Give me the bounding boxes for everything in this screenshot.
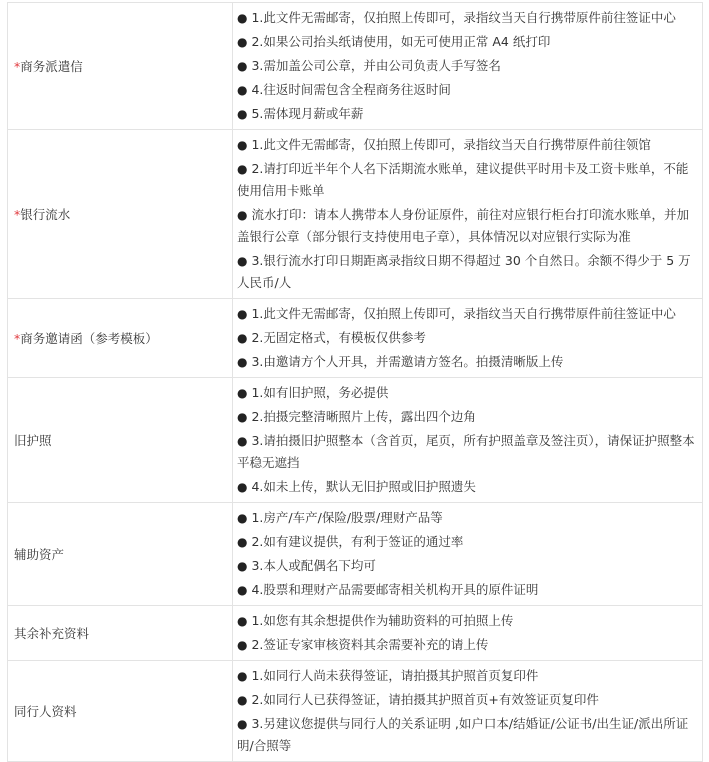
row-label-bank-statement <box>8 130 233 299</box>
table-row <box>8 503 703 606</box>
row-content <box>233 3 703 130</box>
table-row <box>8 661 703 762</box>
bullet-icon: ● <box>237 162 248 176</box>
row-content <box>233 299 703 378</box>
row-content <box>233 661 703 762</box>
table-row <box>8 130 703 299</box>
instruction-list <box>237 506 698 602</box>
list-item: ● 3.银行流水打印日期距离录指纹日期不得超过 30 个自然日。余额不得少于 5 万人民币/人 <box>237 253 691 290</box>
instruction-list <box>237 133 698 295</box>
row-content <box>233 606 703 661</box>
row-label-companion-documents <box>8 661 233 762</box>
required-mark: * <box>14 59 21 74</box>
list-item: ● 1.如同行人尚未获得签证，请拍摄其护照首页复印件 <box>237 668 539 683</box>
bullet-icon: ● <box>237 410 248 424</box>
required-mark: * <box>14 331 21 346</box>
list-item: ● 流水打印：请本人携带本人身份证原件，前往对应银行柜台打印流水账单，并加盖银行公章（部分银行支持使用电子章），具体情况以对应银行实际为准 <box>237 207 689 244</box>
bullet-icon: ● <box>237 83 248 97</box>
list-item: ● 1.此文件无需邮寄，仅拍照上传即可，录指纹当天自行携带原件前往签证中心 <box>237 306 676 321</box>
row-content <box>233 503 703 606</box>
list-item: ● 2.如有建议提供，有利于签证的通过率 <box>237 534 464 549</box>
instruction-list <box>237 609 698 657</box>
table-row <box>8 299 703 378</box>
list-item: ● 2.拍摄完整清晰照片上传，露出四个边角 <box>237 409 476 424</box>
bullet-icon: ● <box>237 35 248 49</box>
bullet-icon: ● <box>237 11 248 25</box>
list-item: ● 1.此文件无需邮寄，仅拍照上传即可，录指纹当天自行携带原件前往领馆 <box>237 137 651 152</box>
row-label-other-supplements <box>8 606 233 661</box>
list-item: ● 3.本人或配偶名下均可 <box>237 558 376 573</box>
bullet-icon: ● <box>237 669 248 683</box>
bullet-icon: ● <box>237 138 248 152</box>
required-mark: * <box>14 207 21 222</box>
bullet-icon: ● <box>237 208 248 222</box>
document-requirements <box>7 2 703 762</box>
bullet-icon: ● <box>237 717 248 731</box>
instruction-list <box>237 302 698 374</box>
list-item: ● 3.需加盖公司公章，并由公司负责人手写签名 <box>237 58 501 73</box>
table-row <box>8 378 703 503</box>
bullet-icon: ● <box>237 583 248 597</box>
bullet-icon: ● <box>237 535 248 549</box>
row-label-text: 旧护照 <box>14 433 52 448</box>
bullet-icon: ● <box>237 559 248 573</box>
row-label-business-dispatch-letter <box>8 3 233 130</box>
row-label-supporting-assets <box>8 503 233 606</box>
list-item: ● 5.需体现月薪或年薪 <box>237 106 364 121</box>
bullet-icon: ● <box>237 480 248 494</box>
row-content <box>233 130 703 299</box>
list-item: ● 1.如您有其余想提供作为辅助资料的可拍照上传 <box>237 613 514 628</box>
bullet-icon: ● <box>237 434 248 448</box>
bullet-icon: ● <box>237 307 248 321</box>
list-item: ● 2.如同行人已获得签证，请拍摄其护照首页+有效签证页复印件 <box>237 692 599 707</box>
row-label-business-invitation <box>8 299 233 378</box>
row-content <box>233 378 703 503</box>
bullet-icon: ● <box>237 638 248 652</box>
row-label-text: 商务派遣信 <box>20 59 83 74</box>
list-item: ● 4.如未上传，默认无旧护照或旧护照遗失 <box>237 479 476 494</box>
bullet-icon: ● <box>237 355 248 369</box>
row-label-text: 银行流水 <box>20 207 71 222</box>
list-item: ● 1.房产/车产/保险/股票/理财产品等 <box>237 510 443 525</box>
list-item: ● 4.往返时间需包含全程商务往返时间 <box>237 82 451 97</box>
row-label-text: 辅助资产 <box>14 547 65 562</box>
table-row <box>8 3 703 130</box>
row-label-text: 同行人资料 <box>14 704 77 719</box>
list-item: ● 1.此文件无需邮寄，仅拍照上传即可，录指纹当天自行携带原件前往签证中心 <box>237 10 676 25</box>
bullet-icon: ● <box>237 614 248 628</box>
list-item: ● 3.另建议您提供与同行人的关系证明 ,如户口本/结婚证/公证书/出生证/派出所证明/合照等 <box>237 716 689 753</box>
bullet-icon: ● <box>237 107 248 121</box>
instruction-list <box>237 381 698 499</box>
bullet-icon: ● <box>237 693 248 707</box>
bullet-icon: ● <box>237 386 248 400</box>
row-label-text: 商务邀请函（参考模板） <box>20 331 158 346</box>
bullet-icon: ● <box>237 511 248 525</box>
instruction-list <box>237 664 698 758</box>
list-item: ● 2.请打印近半年个人名下活期流水账单，建议提供平时用卡及工资卡账单，不能使用信用卡账单 <box>237 161 689 198</box>
list-item: ● 4.股票和理财产品需要邮寄相关机构开具的原件证明 <box>237 582 539 597</box>
instruction-list <box>237 6 698 126</box>
bullet-icon: ● <box>237 254 248 268</box>
list-item: ● 2.无固定格式，有模板仅供参考 <box>237 330 426 345</box>
list-item: ● 2.签证专家审核资料其余需要补充的请上传 <box>237 637 489 652</box>
requirements-table <box>7 2 703 762</box>
bullet-icon: ● <box>237 59 248 73</box>
table-row <box>8 606 703 661</box>
row-label-old-passport <box>8 378 233 503</box>
list-item: ● 3.请拍摄旧护照整本（含首页，尾页，所有护照盖章及签注页），请保证护照整本平稳无遮挡 <box>237 433 695 470</box>
list-item: ● 2.如果公司抬头纸请使用，如无可使用正常 A4 纸打印 <box>237 34 551 49</box>
list-item: ● 1.如有旧护照，务必提供 <box>237 385 389 400</box>
bullet-icon: ● <box>237 331 248 345</box>
list-item: ● 3.由邀请方个人开具，并需邀请方签名。拍摄清晰版上传 <box>237 354 564 369</box>
row-label-text: 其余补充资料 <box>14 626 90 641</box>
